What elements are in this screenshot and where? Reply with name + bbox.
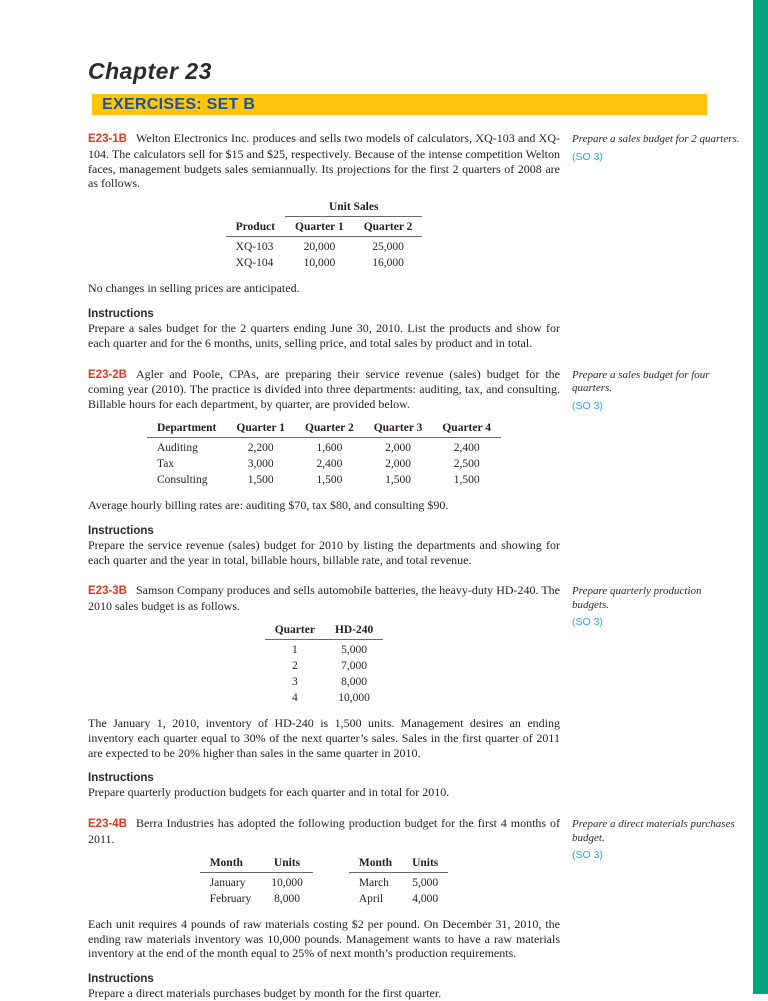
table-header-cell: Department bbox=[147, 421, 226, 438]
table-span-header-row bbox=[226, 200, 423, 217]
study-objective-label: (SO 3) bbox=[572, 150, 603, 163]
table-cell: 8,000 bbox=[274, 892, 300, 905]
page-content bbox=[88, 58, 740, 1001]
table-header-row bbox=[147, 421, 501, 438]
instructions-label: Instructions bbox=[88, 307, 154, 320]
exercise-id-label: E23-2B bbox=[88, 368, 127, 381]
exercise-e23-4b bbox=[88, 816, 740, 1001]
table-row bbox=[200, 891, 449, 907]
table-cell: February bbox=[209, 892, 252, 905]
table-header-cell: Product bbox=[226, 217, 285, 237]
exercise-main-column bbox=[88, 816, 560, 1001]
table-cell: Auditing bbox=[156, 441, 198, 454]
exercise-e23-1b bbox=[88, 131, 740, 351]
after-table-text: The January 1, 2010, inventory of HD-240 is 1,500 units. Management desires an ending inventory each quarter equal to 30% of the next quarter’s sales. Sales in the first quarter of 2011 are expected to be 20% higher than sales in the same quarter in 2010. bbox=[88, 715, 560, 760]
exercise-intro-paragraph bbox=[88, 367, 560, 412]
table-cell: 1 bbox=[291, 643, 298, 656]
table-header-row bbox=[200, 856, 449, 873]
table-header-cell: Month bbox=[200, 856, 262, 873]
margin-note: Prepare quarterly production budgets. bbox=[572, 585, 702, 611]
section-title: EXERCISES: SET B bbox=[102, 95, 256, 113]
exercise-main-column bbox=[88, 367, 560, 568]
exercise-id-label: E23-1B bbox=[88, 133, 127, 145]
chapter-title: Chapter 23 bbox=[88, 58, 212, 84]
table-cell: 25,000 bbox=[372, 241, 404, 254]
table-row bbox=[147, 472, 501, 488]
margin-note: Prepare a direct materials purchases budget. bbox=[572, 818, 735, 844]
exercise-intro-paragraph bbox=[88, 816, 560, 847]
exercise-main-column bbox=[88, 131, 560, 351]
page-edge-bar bbox=[753, 0, 768, 994]
sales-budget-table bbox=[265, 623, 384, 706]
table-gap-cell bbox=[313, 891, 349, 907]
table-row bbox=[265, 690, 384, 706]
table-cell: Consulting bbox=[156, 473, 208, 486]
table-cell: 3,000 bbox=[247, 457, 274, 470]
table-row bbox=[200, 872, 449, 891]
billable-hours-table bbox=[147, 421, 501, 488]
table-cell: 1,500 bbox=[385, 473, 411, 486]
margin-note-column bbox=[572, 816, 740, 1001]
table-header-cell: Quarter 1 bbox=[226, 421, 295, 438]
table-row bbox=[226, 255, 423, 271]
section-heading-bar bbox=[92, 94, 707, 115]
margin-note: Prepare a sales budget for four quarters. bbox=[572, 368, 710, 395]
table-cell: 10,000 bbox=[271, 876, 303, 889]
table-cell: 2,200 bbox=[247, 441, 274, 454]
production-budget-table bbox=[200, 856, 449, 907]
instructions-text: Prepare the service revenue (sales) budget for 2010 by listing the departments and showing for each quarter and the year in total, billable hours, billable rate, and total revenue. bbox=[88, 537, 560, 567]
table-gap-cell bbox=[313, 856, 349, 873]
table-cell: 10,000 bbox=[303, 257, 336, 270]
table-cell: 2,000 bbox=[385, 441, 411, 454]
study-objective-label: (SO 3) bbox=[572, 616, 603, 629]
table-cell: 2,400 bbox=[453, 441, 480, 454]
table-cell: XQ-104 bbox=[235, 257, 274, 270]
table-cell: 3 bbox=[291, 675, 298, 688]
table-cell: XQ-103 bbox=[235, 241, 274, 254]
after-table-text: Average hourly billing rates are: auditing $70, tax $80, and consulting $90. bbox=[88, 497, 449, 512]
table-cell: 5,000 bbox=[341, 643, 368, 656]
study-objective-label: (SO 3) bbox=[572, 399, 603, 412]
table-row bbox=[147, 456, 501, 472]
instructions-text: Prepare a direct materials purchases budget by month for the first quarter. bbox=[88, 986, 442, 1001]
table-cell: 1,500 bbox=[453, 473, 480, 486]
table-header-cell: Quarter bbox=[265, 623, 325, 640]
table-blank-cell bbox=[226, 200, 285, 217]
exercise-e23-3b bbox=[88, 583, 740, 800]
exercise-intro-text: Welton Electronics Inc. produces and sells two models of calculators, XQ-103 and XQ-104. The calculators sell for $15 and $25, respectively. Because of the intense competition Welton faces, management budgets sales semiannually. Its projections for the first 2 quarters of 2008 are as follows. bbox=[88, 131, 560, 191]
table-header-cell: Quarter 1 bbox=[285, 217, 354, 237]
table-gap-cell bbox=[313, 872, 349, 891]
table-header-cell: Quarter 4 bbox=[432, 421, 501, 438]
table-cell: 4 bbox=[291, 691, 298, 704]
table-cell: 7,000 bbox=[341, 659, 368, 672]
study-objective-label: (SO 3) bbox=[572, 849, 603, 862]
table-cell: 5,000 bbox=[412, 876, 439, 889]
table-cell: 1,500 bbox=[316, 473, 343, 486]
table-cell: 2,400 bbox=[316, 457, 343, 470]
table-cell: 4,000 bbox=[412, 892, 439, 905]
exercise-intro-text: Samson Company produces and sells automobile batteries, the heavy-duty HD-240. The 2010 sales budget is as follows. bbox=[88, 583, 560, 614]
exercise-intro-text: Berra Industries has adopted the following production budget for the first 4 months of 2011. bbox=[88, 816, 560, 846]
table-cell: 2 bbox=[291, 659, 298, 672]
after-table-text: Each unit requires 4 pounds of raw materials costing $2 per pound. On December 31, 2010, the ending raw materials inventory was 10,000 pounds. Management wants to have a raw materials inventory at the end of the month equal to 25% of next month’s production requirements. bbox=[88, 916, 560, 961]
table-span-header: Unit Sales bbox=[285, 200, 422, 217]
exercise-intro-text: Agler and Poole, CPAs, are preparing their service revenue (sales) budget for the coming year (2010). The practice is divided into three departments: auditing, tax, and consulting. Billable hours for each department, by quarter, are provided below. bbox=[88, 366, 560, 412]
table-cell: 8,000 bbox=[341, 675, 368, 688]
table-header-cell: Units bbox=[402, 856, 448, 873]
margin-note-column bbox=[572, 583, 740, 800]
table-row bbox=[265, 658, 384, 674]
table-cell: 1,500 bbox=[247, 473, 274, 486]
table-header-row bbox=[265, 623, 384, 640]
instructions-text: Prepare a sales budget for the 2 quarters ending June 30, 2010. List the products and show for each quarter and for the 6 months, units, selling price, and total sales by product and in total. bbox=[88, 320, 560, 350]
table-cell: 20,000 bbox=[303, 241, 336, 254]
table-cell: 2,500 bbox=[453, 457, 480, 470]
table-cell: January bbox=[209, 876, 246, 889]
table-row bbox=[226, 237, 423, 256]
table-header-row bbox=[226, 217, 423, 237]
table-row bbox=[265, 639, 384, 658]
table-header-cell: Quarter 2 bbox=[295, 421, 364, 438]
exercise-e23-2b bbox=[88, 367, 740, 568]
table-header-cell: Units bbox=[261, 856, 313, 873]
exercise-intro-paragraph bbox=[88, 583, 560, 614]
table-cell: 16,000 bbox=[372, 257, 404, 270]
table-cell: 1,600 bbox=[316, 441, 343, 454]
instructions-label: Instructions bbox=[88, 973, 154, 986]
margin-note: Prepare a sales budget for 2 quarters. bbox=[572, 133, 740, 145]
table-cell: 10,000 bbox=[338, 691, 370, 704]
table-row bbox=[147, 437, 501, 456]
table-header-cell: HD-240 bbox=[325, 623, 383, 640]
table-header-cell: Quarter 2 bbox=[354, 217, 423, 237]
exercise-main-column bbox=[88, 583, 560, 800]
table-cell: 2,000 bbox=[385, 457, 411, 470]
after-table-text: No changes in selling prices are anticipated. bbox=[88, 281, 300, 296]
table-cell: April bbox=[358, 892, 384, 905]
margin-note-column bbox=[572, 131, 740, 351]
instructions-text: Prepare quarterly production budgets for each quarter and in total for 2010. bbox=[88, 785, 450, 800]
table-row bbox=[265, 674, 384, 690]
exercise-intro-paragraph bbox=[88, 131, 560, 191]
instructions-label: Instructions bbox=[88, 524, 154, 537]
table-header-cell: Month bbox=[349, 856, 402, 873]
exercise-id-label: E23-3B bbox=[88, 585, 127, 598]
margin-note-column bbox=[572, 367, 740, 568]
table-header-cell: Quarter 3 bbox=[364, 421, 433, 438]
table-cell: Tax bbox=[156, 457, 175, 470]
exercise-id-label: E23-4B bbox=[88, 818, 127, 831]
instructions-label: Instructions bbox=[88, 772, 154, 785]
unit-sales-table bbox=[226, 200, 423, 271]
table-cell: March bbox=[358, 876, 389, 889]
